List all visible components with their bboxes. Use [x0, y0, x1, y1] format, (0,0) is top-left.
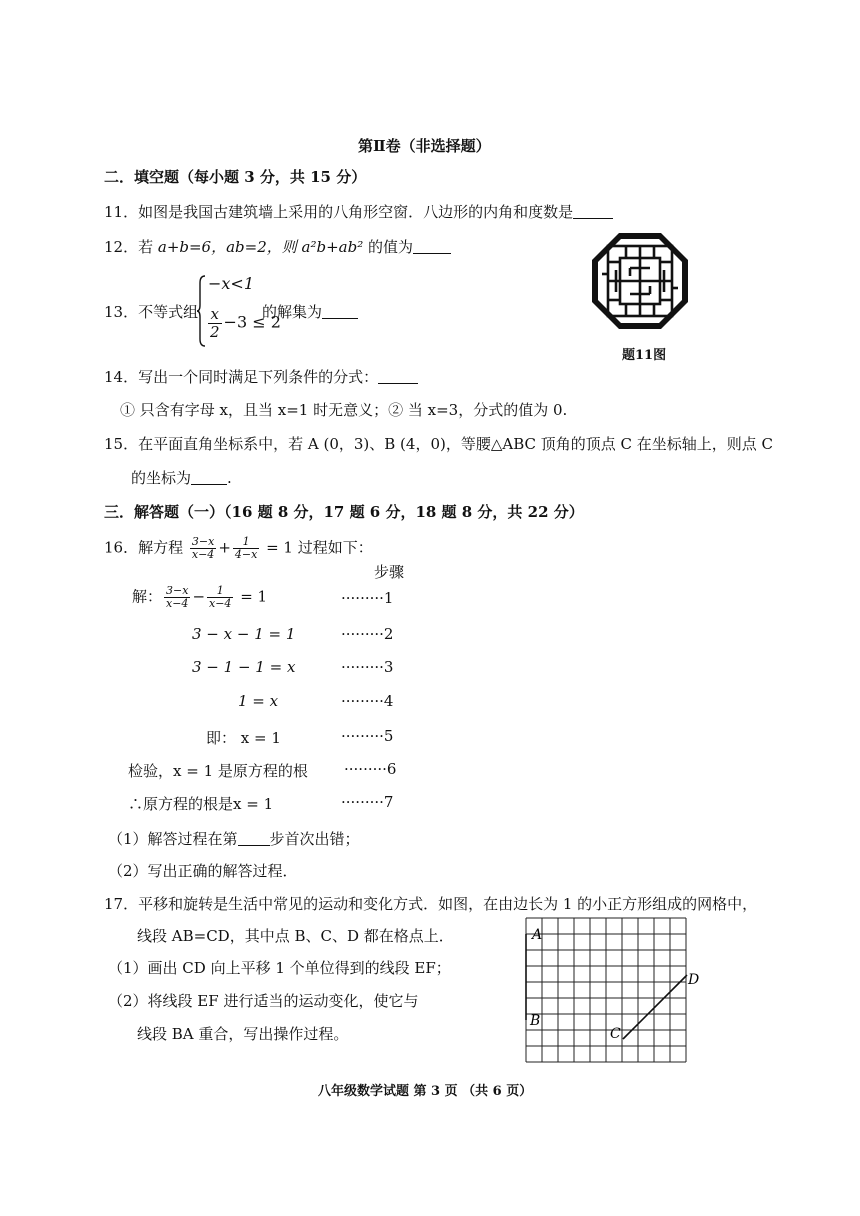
q12-pre: 若 [138, 238, 158, 256]
s1-frac1-num: 3−x [166, 584, 189, 597]
q16-number: 16． [104, 538, 139, 557]
q16-plus: + [218, 538, 231, 557]
q16-frac1-den: x−4 [191, 548, 215, 561]
step-7-conclusion: ∴原方程的根是x = 1 [128, 795, 274, 813]
q13-frac-den: 2 [210, 323, 220, 341]
step-5-equation: 即： x = 1 [206, 729, 281, 747]
q17-grid-figure [512, 910, 727, 1070]
q12-number: 12． [104, 238, 139, 256]
step-marker-1: ·········1 [341, 589, 394, 607]
q16-step-blank[interactable] [238, 830, 270, 846]
q17-subquestion-2b: 线段 BA 重合，写出操作过程。 [137, 1025, 349, 1043]
q16-pre: 解方程 [138, 538, 184, 557]
q16-sub1-post: 步首次出错； [269, 830, 360, 848]
segment-cd [623, 975, 687, 1039]
page-footer: 八年级数学试题 第 3 页 （共 6 页） [318, 1084, 533, 1099]
step-6-check: 检验，x = 1 是原方程的根 [128, 762, 308, 780]
step-4-equation: 1 = x [238, 692, 279, 710]
q15-period: . [227, 469, 232, 487]
point-c-label: C [610, 1026, 621, 1042]
q17-line2: 线段 AB=CD，其中点 B、C、D 都在格点上． [137, 927, 454, 945]
q13-post-text: 的解集为 [262, 303, 323, 321]
point-b-label: B [530, 1013, 541, 1029]
question-14 [104, 366, 418, 387]
q15-number: 15． [104, 435, 139, 453]
q12-expression: a²b+ab² [301, 238, 364, 256]
step-marker-5: ·········5 [341, 727, 394, 745]
q16-solution-label: 解： [132, 587, 163, 606]
s1-frac2-den: x−4 [209, 597, 232, 610]
q15-line1: 在平面直角坐标系中，若 A (0，3)、B (4，0)，等腰△ABC 顶角的顶点 C 在坐标轴上，则点 C [138, 435, 774, 453]
q13-frac-num: x [208, 306, 222, 324]
step-marker-7: ·········7 [341, 793, 394, 811]
question-15 [104, 433, 773, 454]
s1-frac1-den: x−4 [166, 597, 189, 610]
q16-frac2-den: 4−x [234, 548, 258, 561]
step-marker-6: ·········6 [344, 760, 397, 778]
q15-answer-blank[interactable] [191, 469, 227, 485]
figure-11-caption: 题11图 [622, 348, 667, 363]
s1-frac2-num: 1 [207, 585, 233, 598]
q13-ineq2-rest: −3 ≤ 2 [223, 312, 281, 332]
q16-frac1-num: 3−x [191, 535, 215, 548]
q16-steps-label: 步骤 [374, 563, 405, 581]
step-marker-3: ·········3 [341, 658, 394, 676]
q13-inequality-1: −x<1 [208, 274, 255, 293]
q17-subquestion-2a: （2）将线段 EF 进行适当的运动变化，使它与 [108, 992, 419, 1010]
q15-line2 [131, 467, 232, 488]
q14-answer-blank[interactable] [378, 368, 418, 384]
grid-lines [526, 918, 686, 1062]
s1-rest: = 1 [240, 587, 268, 606]
step-marker-2: ·········2 [341, 625, 394, 643]
q14-conditions: ① 只含有字母 x，且当 x=1 时无意义；② 当 x=3，分式的值为 0. [120, 401, 568, 419]
q17-number: 17． [104, 895, 139, 913]
q14-number: 14． [104, 368, 139, 386]
q15-line2-text: 的坐标为 [131, 469, 192, 487]
q16-frac2-num: 1 [233, 536, 259, 549]
q16-sub1-pre: （1）解答过程在第 [108, 830, 238, 848]
octagon-window-figure [590, 230, 690, 340]
q14-text: 写出一个同时满足下列条件的分式： [138, 368, 379, 386]
section-title: 第Ⅱ卷（非选择题） [358, 137, 491, 155]
question-16 [104, 536, 373, 561]
s1-minus: − [192, 587, 206, 606]
q11-number: 11． [104, 203, 139, 221]
part2-heading: 二．填空题（每小题 3 分，共 15 分） [104, 168, 367, 186]
q13-number-pre [104, 301, 198, 322]
point-d-label: D [688, 972, 700, 988]
q13-number: 13． [104, 303, 139, 321]
q12-answer-blank[interactable] [413, 238, 451, 254]
q13-answer-blank[interactable] [322, 303, 358, 319]
question-12 [104, 236, 451, 257]
step-3-equation: 3 − 1 − 1 = x [192, 658, 296, 676]
q16-solution-step-1 [132, 585, 267, 610]
q13-brace [196, 275, 206, 347]
part3-heading: 三．解答题（一）（16 题 8 分，17 题 6 分，18 题 8 分，共 22 分） [104, 503, 584, 521]
q11-text: 如图是我国古建筑墙上采用的八角形空窗．八边形的内角和度数是 [138, 203, 574, 221]
q17-line1: 平移和旋转是生活中常见的运动和变化方式．如图，在由边长为 1 的小正方形组成的网格中， [138, 895, 758, 913]
step-2-equation: 3 − x − 1 = 1 [192, 625, 296, 643]
q11-answer-blank[interactable] [573, 203, 613, 219]
q13-pre: 不等式组 [138, 303, 199, 321]
q12-post: 的值为 [363, 238, 413, 256]
q16-post: 过程如下： [297, 538, 373, 557]
q13-post [262, 301, 358, 322]
question-11 [104, 201, 613, 222]
point-a-label: A [532, 927, 543, 943]
q16-subquestion-1 [108, 828, 360, 849]
q16-subquestion-2: （2）写出正确的解答过程． [108, 862, 298, 880]
q16-eq: = 1 [266, 538, 293, 557]
q12-condition: a+b=6，ab=2，则 [157, 238, 302, 256]
step-marker-4: ·········4 [341, 692, 394, 710]
q17-subquestion-1: （1）画出 CD 向上平移 1 个单位得到的线段 EF； [108, 959, 451, 977]
